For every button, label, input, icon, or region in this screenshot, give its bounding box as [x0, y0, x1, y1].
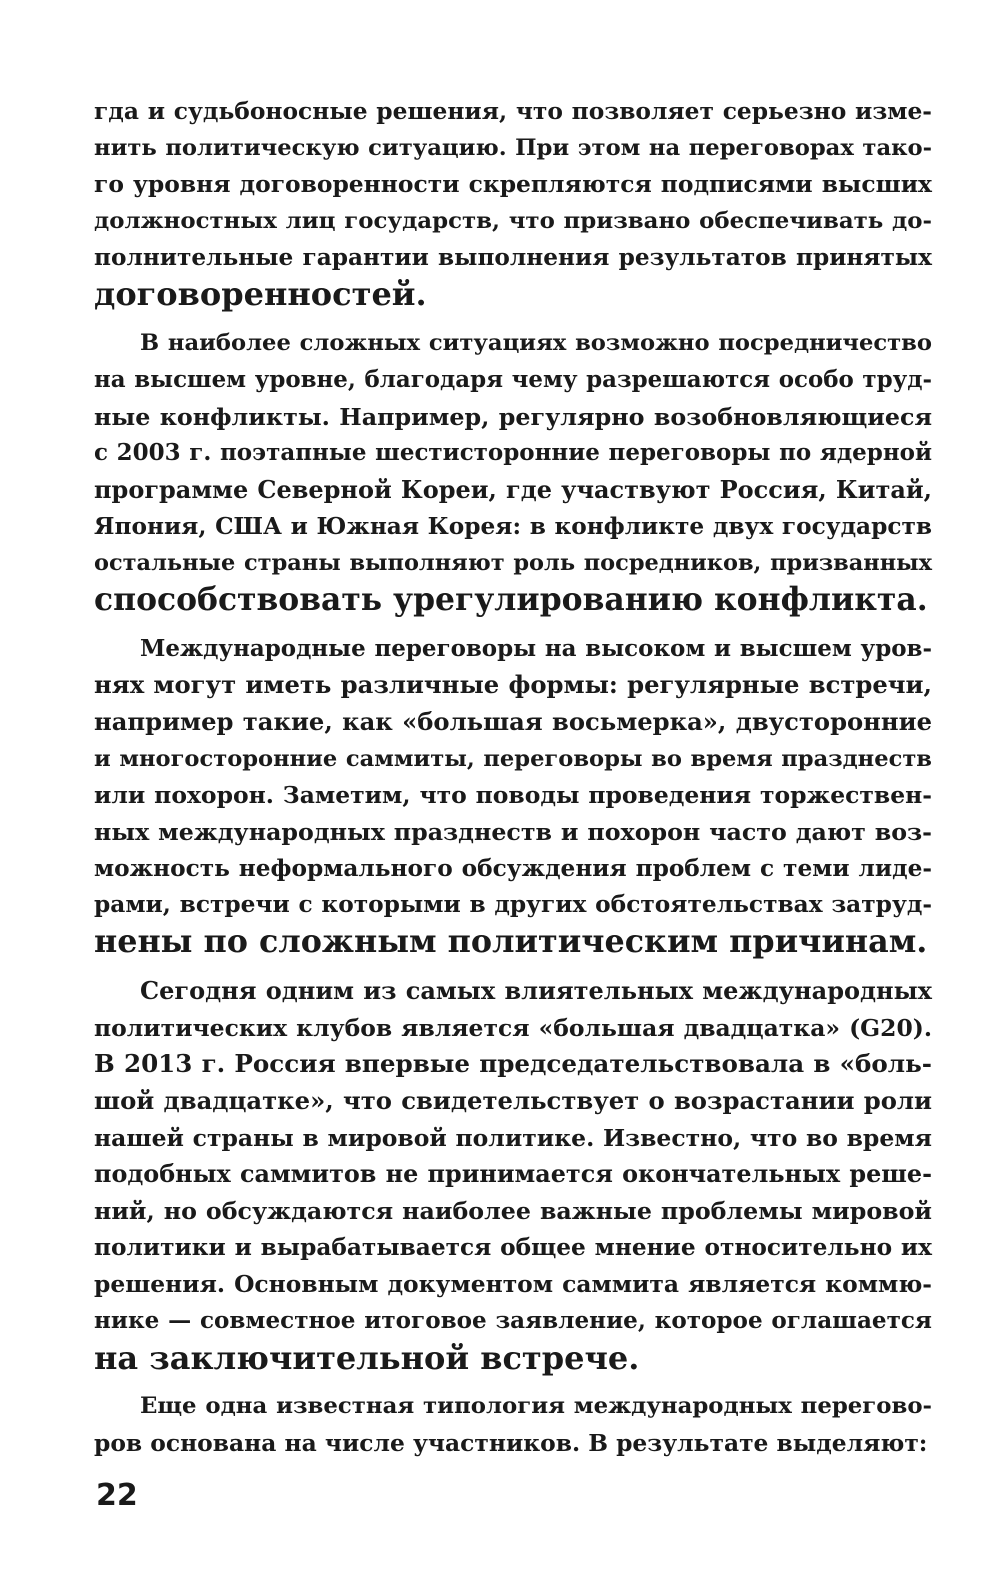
- text-line: В наиболее сложных ситуациях возможно посредничество: [140, 330, 932, 357]
- text-line: или похорон. Заметим, что поводы проведения торжествен-: [94, 781, 932, 810]
- text-line: на высшем уровне, благодаря чему разрешаются особо труд-: [94, 365, 932, 393]
- text-line: подобных саммитов не принимается окончательных реше-: [94, 1160, 932, 1189]
- text-line: ные конфликты. Например, регулярно возобновляющиеся: [94, 402, 932, 431]
- text-line: полнительные гарантии выполнения результатов принятых: [94, 243, 932, 271]
- text-line: Япония, США и Южная Корея: в конфликте двух государств: [94, 512, 932, 540]
- text-line: нике — совместное итоговое заявление, которое оглашается: [94, 1307, 932, 1334]
- text-line: с 2003 г. поэтапные шестисторонние переговоры по ядерной: [94, 439, 932, 467]
- text-line: рами, встречи с которыми в других обстоятельствах затруд-: [94, 891, 932, 919]
- text-line: политики и вырабатывается общее мнение относительно их: [94, 1233, 932, 1261]
- text-line: можность неформального обсуждения проблем с теми лиде-: [94, 854, 932, 882]
- page-number: 22: [96, 1478, 138, 1513]
- text-line: политических клубов является «большая двадцатка» (G20).: [94, 1013, 932, 1042]
- text-line: нях могут иметь различные формы: регулярные встречи,: [94, 670, 932, 700]
- text-line: Сегодня одним из самых влиятельных международных: [140, 975, 932, 1005]
- text-line: способствовать урегулированию конфликта.: [94, 581, 928, 618]
- text-line: гда и судьбоносные решения, что позволяет серьезно изме-: [94, 97, 932, 125]
- paragraph-5: [94, 1388, 932, 1461]
- paragraph-4: [94, 973, 932, 1377]
- text-line: шой двадцатке», что свидетельствует о возрастании роли: [94, 1085, 932, 1115]
- text-line: например такие, как «большая восьмерка», двусторонние: [94, 707, 932, 736]
- text-line: нашей страны в мировой политике. Известно, что во время: [94, 1123, 932, 1152]
- paragraph-1: [94, 93, 932, 313]
- text-line: на заключительной встрече.: [94, 1338, 640, 1377]
- text-line: и многосторонние саммиты, переговоры во время празднеств: [94, 745, 932, 772]
- text-line: договоренностей.: [94, 275, 427, 314]
- text-line: решения. Основным документом саммита является коммю-: [94, 1270, 932, 1299]
- text-line: должностных лиц государств, что призвано обеспечивать до-: [94, 208, 932, 235]
- text-line: Международные переговоры на высоком и высшем уров-: [140, 634, 932, 662]
- text-line: ных международных празднеств и похорон часто дают воз-: [94, 818, 932, 847]
- text-line: ний, но обсуждаются наиболее важные проблемы мировой: [94, 1196, 932, 1225]
- paragraph-2: [94, 325, 932, 619]
- text-line: В 2013 г. Россия впервые председательствовала в «боль-: [94, 1049, 932, 1079]
- text-line: программе Северной Кореи, где участвуют Россия, Китай,: [94, 474, 932, 504]
- paragraph-3: [94, 631, 932, 961]
- text-line: нить политическую ситуацию. При этом на переговорах тако-: [94, 134, 932, 161]
- text-line: остальные страны выполняют роль посредников, призванных: [94, 550, 932, 577]
- text-line: Еще одна известная типология международных перегово-: [140, 1393, 932, 1420]
- text-line: ров основана на числе участников. В результате выделяют:: [94, 1429, 928, 1458]
- body-text: [94, 93, 932, 1462]
- text-line: го уровня договоренности скрепляются подписями высших: [94, 170, 932, 199]
- text-line: нены по сложным политическим причинам.: [94, 923, 928, 961]
